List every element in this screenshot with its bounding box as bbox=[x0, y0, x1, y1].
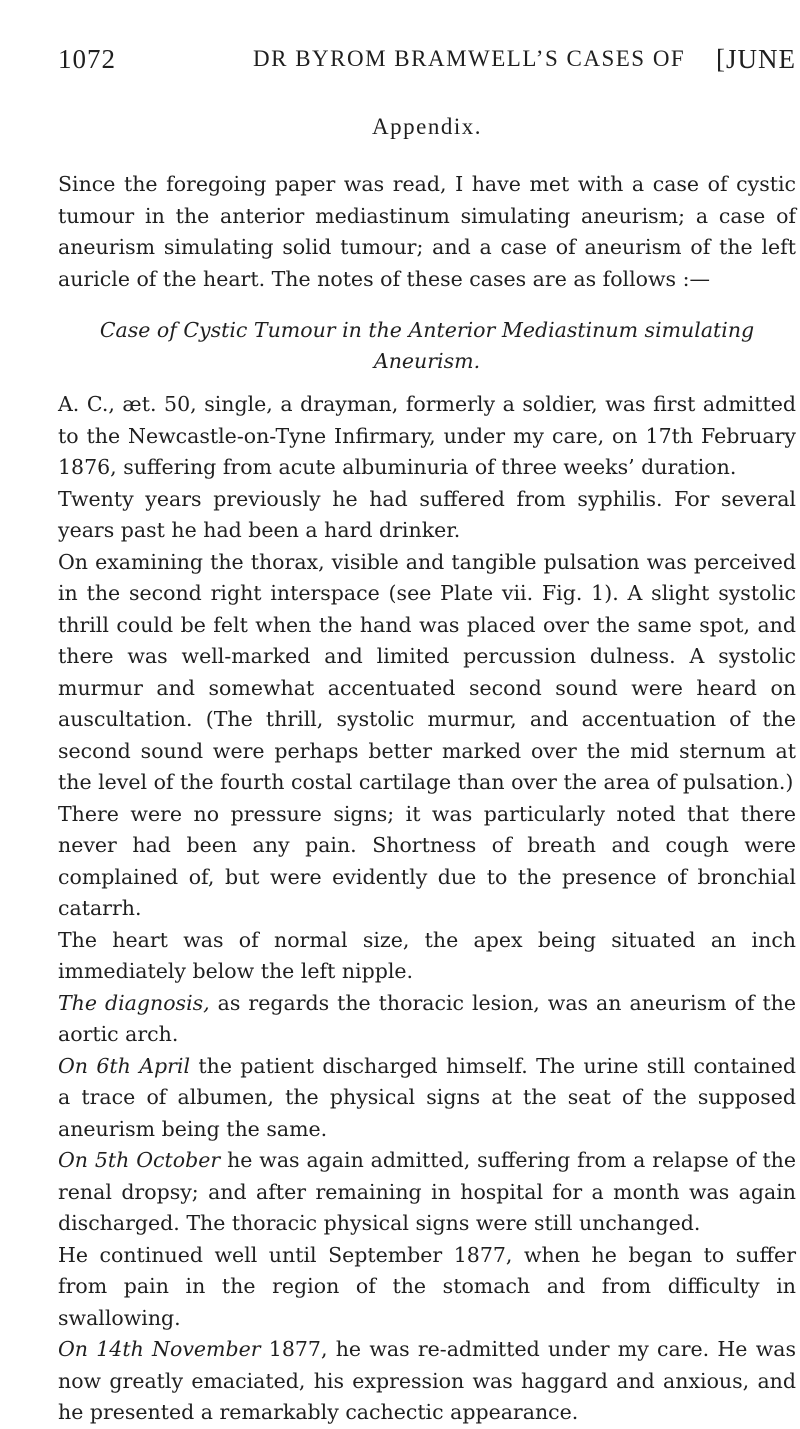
paragraph-10 bbox=[58, 1334, 796, 1429]
paragraph-6-lead: The diagnosis, bbox=[58, 990, 210, 1015]
paragraph-7-rest: the patient discharged himself. The urine still contained a trace of albumen, the physical signs at the seat of the supposed aneurism being the same. bbox=[58, 1053, 796, 1141]
running-month: [JUNE bbox=[716, 44, 796, 74]
paragraph-7-lead: On 6th April bbox=[58, 1053, 191, 1078]
intro-paragraph: Since the foregoing paper was read, I have met with a case of cystic tumour in the anterior mediastinum simulating aneurism; a case of aneurism simulating solid tumour; and a case of aneurism of the left auricle of the heart. The notes of these cases are as follows :— bbox=[58, 172, 796, 291]
paragraph-8 bbox=[58, 1145, 796, 1240]
appendix-heading: Appendix. bbox=[372, 114, 482, 139]
book-page bbox=[58, 44, 796, 1424]
body-text bbox=[58, 169, 796, 1429]
paragraph-3: On examining the thorax, visible and tangible pulsation was perceived in the second right interspace (see Plate vii. Fig. 1). A slight systolic thrill could be felt when the hand was placed over the same spot, and there was well-marked and limited percussion dulness. A systolic murmur and somewhat accentuated second sound were heard on auscultation. (The thrill, systolic murmur, and accentuation of the second sound were perhaps better marked over the mid sternum at the level of the fourth costal cartilage than over the area of pulsation.) bbox=[58, 549, 796, 794]
paragraph-1: A. C., æt. 50, single, a drayman, formerly a soldier, was first admitted to the Newcastle-on-Tyne Infirmary, under my care, on 17th February 1876, suffering from acute albuminuria of three weeks’ duration. bbox=[58, 392, 796, 479]
page-number: 1072 bbox=[58, 44, 116, 74]
paragraph-6-rest: as regards the thoracic lesion, was an aneurism of the aortic arch. bbox=[58, 990, 796, 1046]
paragraph-6 bbox=[58, 988, 796, 1051]
paragraph-8-rest: he was again admitted, suffering from a relapse of the renal dropsy; and after remaining in hospital for a month was again discharged. The thoracic physical signs were still unchanged. bbox=[58, 1148, 796, 1235]
case-title: Case of Cystic Tumour in the Anterior Mediastinum simulating Aneurism. bbox=[99, 318, 755, 373]
paragraph-8-lead: On 5th October bbox=[58, 1148, 221, 1172]
paragraph-9: He continued well until September 1877, when he began to suffer from pain in the region of the stomach and from difficulty in swallowing. bbox=[58, 1242, 796, 1330]
paragraph-10-rest: 1877, he was re-admitted under my care. He was now greatly emaciated, his expression was haggard and anxious, and he presented a remarkably cachectic appearance. bbox=[58, 1337, 796, 1424]
running-title: DR BYROM BRAMWELL’S CASES OF bbox=[253, 46, 686, 71]
paragraph-5: The heart was of normal size, the apex being situated an inch immediately below the left nipple. bbox=[58, 927, 796, 983]
page-header bbox=[58, 44, 796, 84]
paragraph-4: There were no pressure signs; it was particularly noted that there never had been any pain. Shortness of breath and cough were complained of, but were evidently due to the presence of bronchial catarrh. bbox=[58, 801, 796, 920]
paragraph-7 bbox=[58, 1051, 796, 1146]
paragraph-10-lead: On 14th November bbox=[58, 1337, 261, 1361]
paragraph-2: Twenty years previously he had suffered from syphilis. For several years past he had been a hard drinker. bbox=[58, 486, 796, 542]
